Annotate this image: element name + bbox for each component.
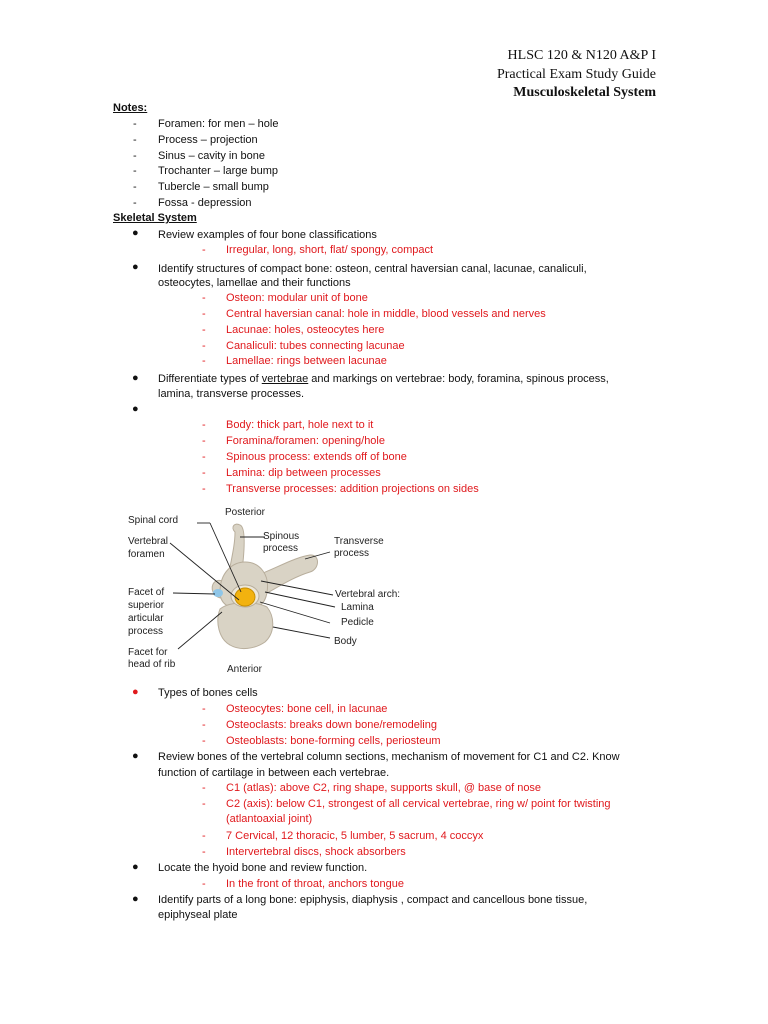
dash: - [133,118,137,130]
bullet-text: lamina, transverse processes. [158,388,305,400]
sub-item: Osteoblasts: bone-forming cells, periosteum [226,735,441,747]
dash: - [202,782,206,794]
list-item: Foramen: for men – hole [158,118,279,130]
label-facet-sup-2: superior [128,600,165,611]
label-spinal-cord: Spinal cord [128,515,179,526]
dash: - [202,798,206,810]
dash: - [202,355,206,367]
notes-heading: Notes: [113,102,148,114]
label-lamina: Lamina [341,602,374,613]
list-item: Fossa - depression [158,197,252,209]
sub-item: Osteocytes: bone cell, in lacunae [226,703,388,715]
bullet-text: Identify parts of a long bone: epiphysis, diaphysis , compact and cancellous bone tissue, [158,894,588,906]
sub-item: Transverse processes: addition projections on sides [226,483,479,495]
label-facet-sup-4: process [128,626,164,637]
dash: - [202,846,206,858]
label-spinous-2: process [263,543,299,554]
sub-item: Foramina/foramen: opening/hole [226,435,385,447]
bullet-text: Types of bones cells [158,687,258,699]
bullet-icon: ● [132,261,139,273]
sub-item: Lamina: dip between processes [226,467,381,479]
dash: - [202,735,206,747]
label-pedicle: Pedicle [341,617,374,628]
bullet-text: epiphyseal plate [158,909,238,921]
dash: - [202,719,206,731]
bullet-text: osteocytes, lamellae and their functions [158,277,351,289]
label-vertebral-foramen-1: Vertebral [128,536,169,547]
vertebra-diagram [115,497,415,677]
bullet-icon: ● [132,227,139,239]
sub-item: In the front of throat, anchors tongue [226,878,404,890]
topic-title: Musculoskeletal System [513,85,656,100]
sub-item: (atlantoaxial joint) [226,813,313,825]
bullet-icon: ● [132,403,139,415]
dash: - [133,165,137,177]
dash: - [202,340,206,352]
dash: - [202,483,206,495]
dash: - [202,467,206,479]
label-body: Body [334,636,357,647]
sub-item: Osteoclasts: breaks down bone/remodeling [226,719,437,731]
dash: - [133,134,137,146]
dash: - [202,419,206,431]
dash: - [202,324,206,336]
label-facet-rib-1: Facet for [128,647,168,658]
bullet-icon: ● [132,372,139,384]
spinal-cord-shape [235,588,255,606]
dash: - [202,878,206,890]
sub-item: Canaliculi: tubes connecting lacunae [226,340,405,352]
label-anterior: Anterior [227,664,263,675]
dash: - [133,197,137,209]
list-item: Process – projection [158,134,258,146]
label-posterior: Posterior [225,507,266,518]
dash: - [133,150,137,162]
label-transverse-2: process [334,548,370,559]
label-facet-sup-3: articular [128,613,164,624]
sub-item: Osteon: modular unit of bone [226,292,368,304]
skeletal-heading: Skeletal System [113,212,197,224]
list-item: Sinus – cavity in bone [158,150,266,162]
bullet-text [158,372,609,386]
label-facet-rib-2: head of rib [128,659,176,670]
dash: - [133,181,137,193]
dash: - [202,244,206,256]
bullet-text: Review examples of four bone classifications [158,229,377,241]
bullet-text-pre: Differentiate types of [158,373,262,385]
facet-shape [213,589,223,597]
sub-item: Lamellae: rings between lacunae [226,355,387,367]
dash: - [202,292,206,304]
label-vertebral-foramen-2: foramen [128,549,165,560]
sub-item: Spinous process: extends off of bone [226,451,407,463]
bullet-icon: ● [132,893,139,905]
bullet-icon: ● [132,750,139,762]
dash: - [202,703,206,715]
list-item: Trochanter – large bump [158,165,279,177]
dash: - [202,435,206,447]
sub-item: C1 (atlas): above C2, ring shape, supports skull, @ base of nose [226,782,542,794]
sub-item: C2 (axis): below C1, strongest of all cervical vertebrae, ring w/ point for twisting [226,798,611,810]
bullet-icon: ● [132,861,139,873]
dash: - [202,308,206,320]
bullet-text: Review bones of the vertebral column sections, mechanism of movement for C1 and C2. Know [158,751,620,763]
list-item: Tubercle – small bump [158,181,269,193]
underlined-term: vertebrae [261,373,309,385]
dash: - [202,451,206,463]
bullet-text-post: and markings on vertebrae: body, foramina, spinous process, [308,373,609,385]
sub-item: Intervertebral discs, shock absorbers [226,846,406,858]
label-transverse-1: Transverse [334,536,384,547]
sub-item: Irregular, long, short, flat/ spongy, compact [226,244,434,256]
guide-title: Practical Exam Study Guide [496,67,656,82]
sub-item: Lacunae: holes, osteocytes here [226,324,385,336]
dash: - [202,830,206,842]
sub-item: Body: thick part, hole next to it [226,419,374,431]
bullet-text: function of cartilage in between each vertebrae. [158,767,390,779]
label-spinous-1: Spinous [263,531,300,542]
bullet-icon: ● [132,686,139,698]
bullet-text: Locate the hyoid bone and review function. [158,862,368,874]
sub-item: Central haversian canal: hole in middle, blood vessels and nerves [226,308,546,320]
sub-item: 7 Cervical, 12 thoracic, 5 lumber, 5 sacrum, 4 coccyx [226,830,484,842]
vertebral-body-shape [218,603,273,649]
bullet-text: Identify structures of compact bone: osteon, central haversian canal, lacunae, canaliculi, [158,263,587,275]
label-vertebral-arch: Vertebral arch: [335,589,401,600]
course-title: HLSC 120 & N120 A&P I [507,48,656,63]
label-facet-sup-1: Facet of [128,587,165,598]
